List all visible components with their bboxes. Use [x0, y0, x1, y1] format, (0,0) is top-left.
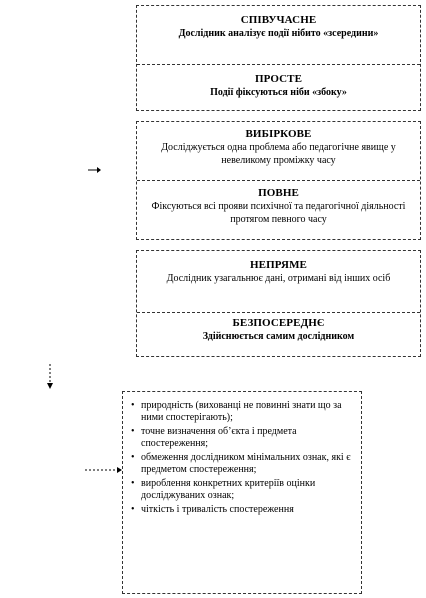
observation-type-pair-3	[136, 250, 421, 357]
bullet-icon: •	[131, 452, 135, 463]
requirements-box	[122, 391, 362, 594]
observation-type-pair-1	[136, 5, 421, 111]
down-arrow	[47, 364, 53, 389]
type-heading: БЕЗПОСЕРЕДНЄ	[232, 317, 325, 329]
requirement-item	[131, 426, 355, 450]
type-description: Здійснюється самим дослідником	[202, 331, 355, 342]
box-divider	[137, 312, 420, 313]
requirement-text: обмеження дослідником мінімальних ознак, які є предметом спостереження;	[141, 452, 351, 475]
bullet-icon: •	[131, 504, 135, 515]
observation-type-direct	[137, 317, 420, 343]
type-heading: ПОВНЕ	[258, 187, 299, 199]
requirement-text: природність (вихованці не повинні знати що за ними спостерігають);	[141, 400, 342, 423]
requirements-arrow	[85, 467, 122, 473]
bullet-icon: •	[131, 478, 135, 489]
observation-type-pair-2	[136, 121, 421, 240]
requirement-item	[131, 504, 355, 516]
type-heading: ВИБІРКОВЕ	[245, 128, 312, 140]
observation-type-participant	[137, 14, 420, 40]
observation-type-selective	[137, 128, 420, 167]
requirement-item	[131, 452, 355, 476]
requirement-text: чіткість і тривалість спостереження	[141, 504, 294, 515]
box-divider	[137, 64, 420, 65]
observation-type-indirect	[137, 259, 420, 285]
type-description: Досліджується одна проблема або педагогічне явище у невеликому проміжку часу	[161, 142, 396, 166]
requirement-item	[131, 400, 355, 424]
type-heading: СПІВУЧАСНЕ	[240, 14, 317, 26]
bullet-icon: •	[131, 426, 135, 437]
box-divider	[137, 180, 420, 181]
type-description: Дослідник узагальнює дані, отримані від інших осіб	[166, 273, 391, 284]
type-description: Фіксуються всі прояви психічної та педагогічної діяльності протягом певного часу	[151, 201, 406, 225]
bullet-icon: •	[131, 400, 135, 411]
pointer-arrow-left	[88, 167, 101, 173]
observation-type-complete	[137, 187, 420, 226]
type-heading: ПРОСТЕ	[254, 73, 303, 85]
observation-type-simple	[137, 73, 420, 99]
requirement-item	[131, 478, 355, 502]
requirements-list	[131, 400, 355, 516]
type-description: Дослідник аналізує події нiбито «зсередини»	[178, 28, 379, 39]
type-heading: НЕПРЯМЕ	[250, 259, 307, 271]
requirement-text: вироблення конкретних критеріїв оцінки досліджуваних ознак;	[141, 478, 316, 501]
type-description: Події фіксуються ніби «збоку»	[210, 87, 347, 98]
requirement-text: точне визначення об’єкта і предмета спостереження;	[141, 426, 297, 449]
